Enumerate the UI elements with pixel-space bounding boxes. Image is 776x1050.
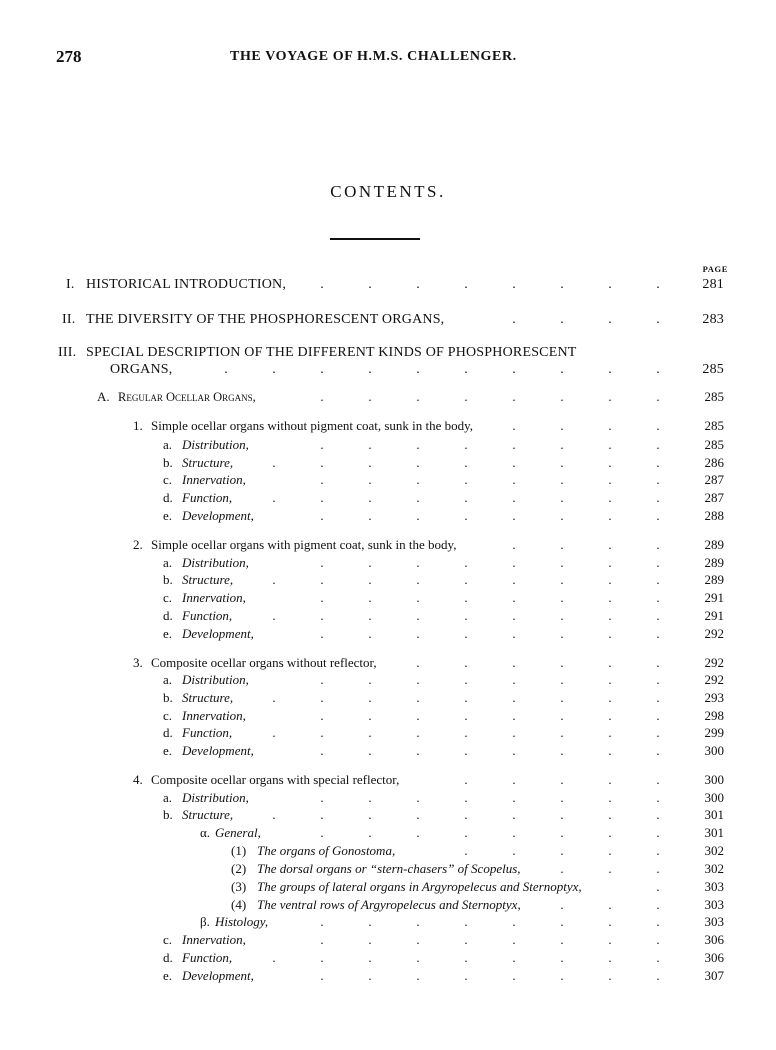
dot-leader: . . . . . . . . xyxy=(320,708,660,723)
toc-entry xyxy=(0,842,776,860)
toc-entry-label: Distribution, xyxy=(182,437,249,452)
toc-entry-label: Function, xyxy=(182,490,233,505)
toc-entry-label: Distribution, xyxy=(182,790,249,805)
toc-entry-page: 281 xyxy=(702,277,724,292)
toc-entry xyxy=(0,771,776,789)
dot-leader: . . . xyxy=(560,897,660,912)
toc-entry xyxy=(0,878,776,896)
toc-entry-label: Innervation, xyxy=(182,708,246,723)
toc-entry-number: I. xyxy=(66,277,75,292)
toc-entry-label: Development, xyxy=(182,968,254,983)
toc-entry-page: 303 xyxy=(704,879,724,894)
toc-entry-number: 2. xyxy=(133,537,143,552)
toc-entry xyxy=(0,654,776,672)
toc-entry-number: III. xyxy=(58,345,77,360)
dot-leader: . . . . . . . . xyxy=(320,277,660,292)
toc-entry xyxy=(0,471,776,489)
dot-leader: . . . . . . . . xyxy=(320,825,660,840)
toc-entry xyxy=(0,742,776,760)
toc-entry-number: a. xyxy=(163,555,173,570)
dot-leader: . . . . . . . . . xyxy=(272,807,660,822)
dot-leader: . . . . . xyxy=(464,843,660,858)
page-column-label: PAGE xyxy=(702,264,728,274)
toc-entry-page: 286 xyxy=(704,455,724,470)
toc-entry-page: 288 xyxy=(704,508,724,523)
dot-leader: . . . . . . xyxy=(416,655,660,670)
toc-entry xyxy=(0,361,776,379)
dot-leader: . . . . . . . . . xyxy=(272,725,660,740)
toc-entry-label: Simple ocellar organs with pigment coat, sunk in the body, xyxy=(151,537,457,552)
toc-entry-page: 300 xyxy=(704,790,724,805)
toc-entry-number: d. xyxy=(163,490,173,505)
toc-entry xyxy=(0,607,776,625)
toc-entry xyxy=(0,913,776,931)
toc-entry-page: 293 xyxy=(704,690,724,705)
page-title: CONTENTS. xyxy=(330,182,446,201)
dot-leader: . . . . . . . . xyxy=(320,968,660,983)
dot-leader: . . . . . . . . xyxy=(320,932,660,947)
toc-entry-page: 283 xyxy=(702,312,724,327)
dot-leader: . . . . xyxy=(512,312,660,327)
toc-entry-page: 291 xyxy=(704,608,724,623)
toc-entry-label: Structure, xyxy=(182,807,234,822)
toc-entry-number: b. xyxy=(163,455,173,470)
toc-entry xyxy=(0,276,776,294)
toc-entry-label: Regular Ocellar Organs, xyxy=(118,390,256,404)
toc-entry xyxy=(0,554,776,572)
toc-entry-page: 302 xyxy=(704,861,724,876)
toc-entry xyxy=(0,454,776,472)
toc-entry xyxy=(0,724,776,742)
toc-entry-number: (1) xyxy=(231,843,247,858)
toc-entry-label-continued: ORGANS, xyxy=(110,362,173,377)
toc-entry xyxy=(0,507,776,525)
toc-entry-page: 285 xyxy=(704,418,724,433)
toc-entry-page: 292 xyxy=(704,672,724,687)
toc-entry-number: a. xyxy=(163,790,173,805)
toc-entry-number: c. xyxy=(163,932,173,947)
toc-entry-label: Structure, xyxy=(182,690,234,705)
dot-leader: . . . . . xyxy=(464,772,660,787)
toc-entry-page: 306 xyxy=(704,932,724,947)
dot-leader: . . . . . . . . . xyxy=(272,490,660,505)
toc-entry xyxy=(0,344,776,362)
toc-entry-number: 4. xyxy=(133,772,143,787)
toc-entry-page: 307 xyxy=(704,968,724,983)
toc-entry-label: Composite ocellar organs with special reflector, xyxy=(151,772,400,787)
toc-entry-page: 298 xyxy=(704,708,724,723)
toc-entry-number: c. xyxy=(163,708,173,723)
toc-entry-number: (4) xyxy=(231,897,247,912)
dot-leader: . . . . . . . . . xyxy=(272,455,660,470)
toc-entry xyxy=(0,417,776,435)
toc-entry-number: II. xyxy=(62,312,76,327)
dot-leader: . . . . xyxy=(512,418,660,433)
toc-entry-label: Structure, xyxy=(182,455,234,470)
toc-entry-label: Function, xyxy=(182,608,233,623)
dot-leader: . . . . . . . . . . xyxy=(224,362,660,377)
dot-leader: . . . . . . . . . xyxy=(272,950,660,965)
toc-entry-page: 287 xyxy=(704,472,724,487)
toc-entry xyxy=(0,388,776,406)
toc-entry-label: Development, xyxy=(182,626,254,641)
toc-entry-number: (3) xyxy=(231,879,247,894)
toc-entry xyxy=(0,931,776,949)
toc-entry-page: 300 xyxy=(704,772,724,787)
toc-entry xyxy=(0,571,776,589)
dot-leader: . . . . . . . . xyxy=(320,790,660,805)
toc-entry xyxy=(0,625,776,643)
dot-leader: . . . . . . . . . xyxy=(272,608,660,623)
toc-entry-number: e. xyxy=(163,743,173,758)
toc-entry-label: General, xyxy=(215,825,261,840)
dot-leader: . . . . . . . . xyxy=(320,590,660,605)
toc-entry xyxy=(0,589,776,607)
dot-leader: . . . . xyxy=(512,537,660,552)
toc-entry-label: SPECIAL DESCRIPTION OF THE DIFFERENT KINDS OF PHOSPHORESCENT xyxy=(86,345,577,360)
toc-entry-label: Innervation, xyxy=(182,590,246,605)
toc-entry-label: The ventral rows of Argyropelecus and Sternoptyx, xyxy=(257,897,521,912)
toc-entry-label: Innervation, xyxy=(182,472,246,487)
toc-entry-page: 285 xyxy=(704,437,724,452)
toc-entry-page: 285 xyxy=(704,389,724,404)
toc-entry-label: Function, xyxy=(182,725,233,740)
dot-leader: . . . . . . . . xyxy=(320,626,660,641)
toc-entry-page: 292 xyxy=(704,655,724,670)
dot-leader: . . . . . . . . xyxy=(320,672,660,687)
running-title: THE VOYAGE OF H.M.S. CHALLENGER. xyxy=(230,49,517,64)
toc-entry-label: HISTORICAL INTRODUCTION, xyxy=(86,277,287,292)
toc-entry-number: b. xyxy=(163,690,173,705)
toc-entry-page: 292 xyxy=(704,626,724,641)
toc-entry-label: Composite ocellar organs without reflector, xyxy=(151,655,377,670)
dot-leader: . . . . . . . . . xyxy=(272,572,660,587)
toc-entry-label: Distribution, xyxy=(182,672,249,687)
toc-entry-page: 289 xyxy=(704,555,724,570)
toc-entry-page: 301 xyxy=(704,807,724,822)
toc-entry-page: 291 xyxy=(704,590,724,605)
dot-leader: . . . . . . . . xyxy=(320,555,660,570)
toc-entry-number: β. xyxy=(200,914,210,929)
toc-entry xyxy=(0,860,776,878)
toc-entry-number: e. xyxy=(163,508,173,523)
toc-entry-page: 300 xyxy=(704,743,724,758)
toc-entry-number: d. xyxy=(163,608,173,623)
dot-leader: . . . . . . . . xyxy=(320,743,660,758)
toc-entry-number: c. xyxy=(163,472,173,487)
toc-entry-page: 303 xyxy=(704,897,724,912)
toc-entry-label: The organs of Gonostoma, xyxy=(257,843,396,858)
toc-entry-number: (2) xyxy=(231,861,247,876)
toc-entry-label: The groups of lateral organs in Argyropelecus and Sternoptyx, xyxy=(257,879,582,894)
toc-entry-page: 285 xyxy=(702,362,724,377)
toc-entry-page: 301 xyxy=(704,825,724,840)
toc-entry-label: Development, xyxy=(182,508,254,523)
toc-entry-page: 289 xyxy=(704,537,724,552)
dot-leader: . . . . . . . . xyxy=(320,389,660,404)
toc-entry-number: d. xyxy=(163,950,173,965)
dot-leader: . xyxy=(656,879,660,894)
toc-entry xyxy=(0,896,776,914)
dot-leader: . . . . . . . . xyxy=(320,437,660,452)
toc-entry-label: THE DIVERSITY OF THE PHOSPHORESCENT ORGANS, xyxy=(86,312,445,327)
toc-entry-number: e. xyxy=(163,626,173,641)
toc-entry-page: 287 xyxy=(704,490,724,505)
toc-entry-label: Development, xyxy=(182,743,254,758)
toc-entry xyxy=(0,789,776,807)
toc-entry-label: Simple ocellar organs without pigment coat, sunk in the body, xyxy=(151,418,474,433)
dot-leader: . . . xyxy=(560,861,660,876)
toc-entry-page: 289 xyxy=(704,572,724,587)
toc-entry-label: Structure, xyxy=(182,572,234,587)
toc-entry xyxy=(0,967,776,985)
toc-entry xyxy=(0,671,776,689)
toc-entry xyxy=(0,536,776,554)
dot-leader: . . . . . . . . xyxy=(320,914,660,929)
toc-entry-number: c. xyxy=(163,590,173,605)
toc-entry-page: 306 xyxy=(704,950,724,965)
toc-entry-label: Innervation, xyxy=(182,932,246,947)
toc-entry-label: Histology, xyxy=(215,914,269,929)
toc-entry-page: 299 xyxy=(704,725,724,740)
toc-entry-number: 3. xyxy=(133,655,143,670)
toc-entry-label: The dorsal organs or “stern-chasers” of Scopelus, xyxy=(257,861,521,876)
toc-entry-number: α. xyxy=(200,825,211,840)
toc-entry xyxy=(0,707,776,725)
toc-entry-label: Function, xyxy=(182,950,233,965)
toc-entry xyxy=(0,949,776,967)
toc-entry-page: 302 xyxy=(704,843,724,858)
toc-entry-number: b. xyxy=(163,572,173,587)
toc-entry xyxy=(0,689,776,707)
toc-entry-number: b. xyxy=(163,807,173,822)
toc-entry-page: 303 xyxy=(704,914,724,929)
toc-entry xyxy=(0,489,776,507)
dot-leader: . . . . . . . . xyxy=(320,472,660,487)
toc-entry-number: a. xyxy=(163,672,173,687)
dot-leader: . . . . . . . . xyxy=(320,508,660,523)
toc-entry-label: Distribution, xyxy=(182,555,249,570)
toc-entry-number: e. xyxy=(163,968,173,983)
dot-leader: . . . . . . . . . xyxy=(272,690,660,705)
toc-entry xyxy=(0,824,776,842)
toc-entry xyxy=(0,436,776,454)
toc-entry-number: 1. xyxy=(133,418,143,433)
toc-entry xyxy=(0,311,776,329)
toc-entry-number: d. xyxy=(163,725,173,740)
toc-entry-number: a. xyxy=(163,437,173,452)
toc-entry xyxy=(0,806,776,824)
toc-entry-number: A. xyxy=(97,389,110,404)
page-number: 278 xyxy=(56,47,82,66)
